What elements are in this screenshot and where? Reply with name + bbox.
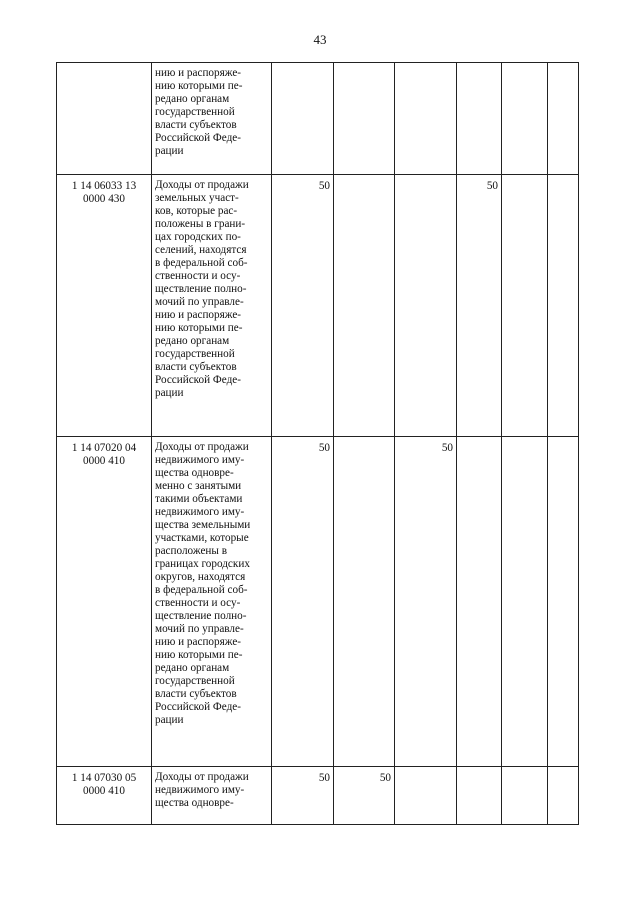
revenue-name-line: щества одновре- — [155, 797, 234, 809]
revenue-name-line: недвижимого иму- — [155, 506, 245, 518]
value-cell — [334, 63, 395, 175]
revenue-name-line: государственной — [155, 348, 235, 360]
revenue-name-cell — [152, 437, 272, 767]
revenue-name-line: ственности и осу- — [155, 270, 241, 282]
table-row — [57, 437, 579, 767]
value-cell: 50 — [272, 175, 334, 437]
revenue-name-line: нию которыми пе- — [155, 649, 243, 661]
table-body — [57, 63, 579, 825]
revenue-name-line: рации — [155, 714, 184, 726]
value-cell — [272, 63, 334, 175]
value-cell — [334, 437, 395, 767]
value-cell — [502, 175, 548, 437]
revenue-name-line: ственности и осу- — [155, 597, 241, 609]
revenue-name-line: участками, которые — [155, 532, 249, 544]
value-cell — [457, 767, 502, 825]
value-cell — [548, 63, 579, 175]
revenue-name-line: мочий по управле- — [155, 296, 244, 308]
revenue-name-line: нию и распоряже- — [155, 67, 242, 79]
revenue-name-line: Российской Феде- — [155, 701, 241, 713]
value-cell — [502, 437, 548, 767]
revenue-name-line: нию и распоряже- — [155, 309, 242, 321]
value-cell — [502, 767, 548, 825]
revenue-name-line: Российской Феде- — [155, 374, 241, 386]
revenue-name-line: рации — [155, 145, 184, 157]
budget-code-cell: 1 14 06033 13 0000 430 — [57, 175, 152, 437]
revenue-name-line: щества одновре- — [155, 467, 234, 479]
revenue-name-line: ществление полно- — [155, 283, 247, 295]
table-row — [57, 175, 579, 437]
revenue-name-line: Доходы от продажи — [155, 441, 249, 453]
revenue-name-line: недвижимого иму- — [155, 454, 245, 466]
revenue-name-line: границах городских — [155, 558, 250, 570]
revenue-name-line: редано органам — [155, 662, 230, 674]
revenue-name-line: рации — [155, 387, 184, 399]
revenue-name-line: расположены в — [155, 545, 227, 557]
table-row — [57, 63, 579, 175]
revenue-name-line: земельных участ- — [155, 192, 239, 204]
revenue-name-line: в федеральной соб- — [155, 584, 248, 596]
revenue-name-line: Российской Феде- — [155, 132, 241, 144]
value-cell: 50 — [334, 767, 395, 825]
value-cell — [548, 175, 579, 437]
value-cell — [395, 63, 457, 175]
budget-code-cell: 1 14 07030 05 0000 410 — [57, 767, 152, 825]
revenue-table — [56, 62, 579, 825]
revenue-name-line: положены в грани- — [155, 218, 246, 230]
revenue-name-line: редано органам — [155, 335, 230, 347]
value-cell: 50 — [272, 767, 334, 825]
value-cell — [334, 175, 395, 437]
revenue-name-line: власти субъектов — [155, 119, 237, 131]
revenue-name-line: менно с занятыми — [155, 480, 242, 492]
page-number: 43 — [313, 32, 327, 47]
revenue-name-line: цах городских по- — [155, 231, 241, 243]
table-row — [57, 767, 579, 825]
revenue-name-line: государственной — [155, 675, 235, 687]
revenue-name-line: ков, которые рас- — [155, 205, 238, 217]
value-cell — [457, 437, 502, 767]
revenue-name-line: нию которыми пе- — [155, 80, 243, 92]
revenue-name-cell — [152, 767, 272, 825]
revenue-name-line: власти субъектов — [155, 361, 237, 373]
revenue-name-line: нию и распоряже- — [155, 636, 242, 648]
value-cell: 50 — [395, 437, 457, 767]
budget-code-cell — [57, 63, 152, 175]
revenue-name-line: государственной — [155, 106, 235, 118]
revenue-name-line: такими объектами — [155, 493, 243, 505]
budget-code-cell: 1 14 07020 04 0000 410 — [57, 437, 152, 767]
revenue-name-line: округов, находятся — [155, 571, 246, 583]
value-cell — [457, 63, 502, 175]
revenue-name-line: в федеральной соб- — [155, 257, 248, 269]
value-cell: 50 — [272, 437, 334, 767]
value-cell — [395, 175, 457, 437]
revenue-name-line: Доходы от продажи — [155, 179, 249, 191]
revenue-name-cell — [152, 63, 272, 175]
revenue-name-line: мочий по управле- — [155, 623, 244, 635]
value-cell — [502, 63, 548, 175]
revenue-name-line: нию которыми пе- — [155, 322, 243, 334]
revenue-name-line: недвижимого иму- — [155, 784, 245, 796]
revenue-name-line: власти субъектов — [155, 688, 237, 700]
revenue-name-line: щества земельными — [155, 519, 251, 531]
value-cell — [548, 767, 579, 825]
revenue-name-line: Доходы от продажи — [155, 771, 249, 783]
revenue-name-line: редано органам — [155, 93, 230, 105]
value-cell — [548, 437, 579, 767]
revenue-name-cell — [152, 175, 272, 437]
revenue-name-line: ществление полно- — [155, 610, 247, 622]
revenue-name-line: селений, находятся — [155, 244, 247, 256]
value-cell: 50 — [457, 175, 502, 437]
value-cell — [395, 767, 457, 825]
